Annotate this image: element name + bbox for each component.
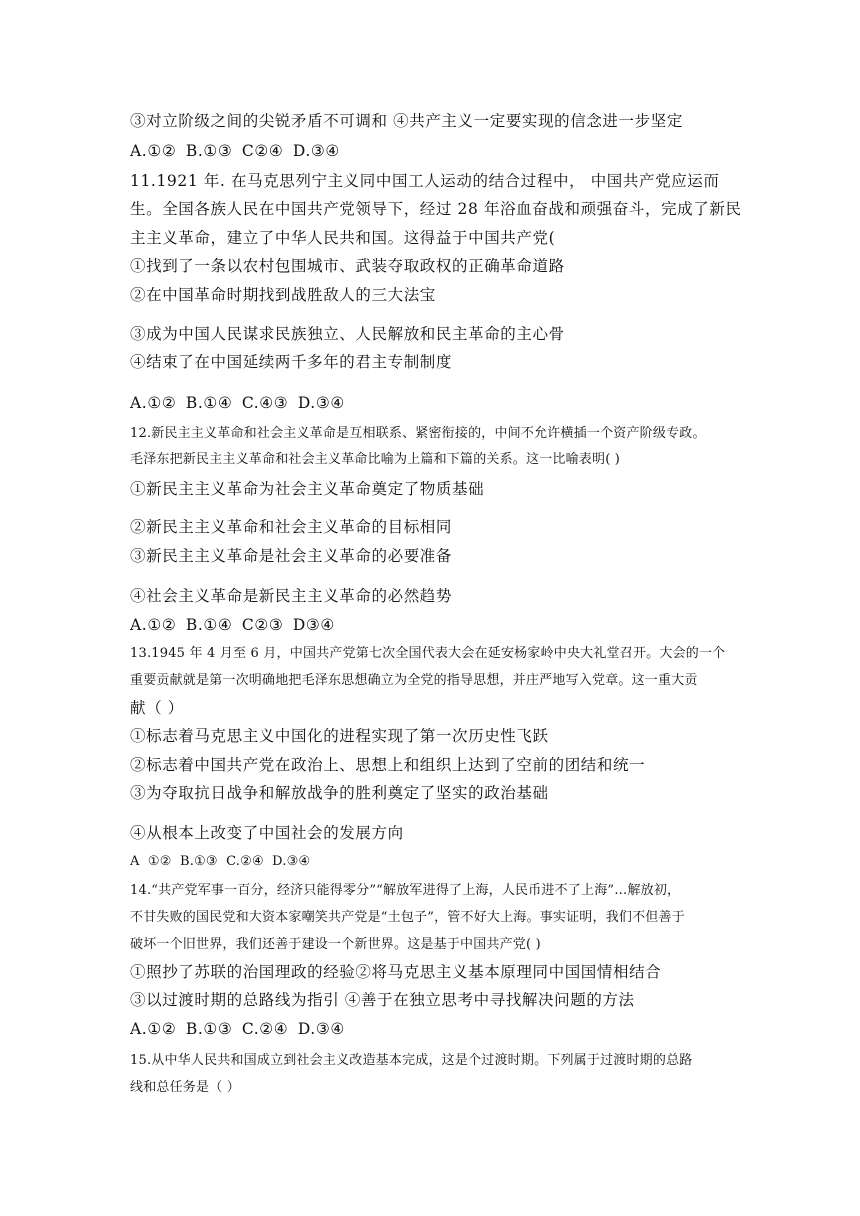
q14-stem-line-3: 破坏一个旧世界，我们还善于建设一个新世界。这是基于中国共产党( )	[130, 937, 541, 952]
q12-option-1: ①新民主主义革命为社会主义革命奠定了物质基础	[130, 480, 485, 498]
q11-option-3: ③成为中国人民谋求民族独立、人民解放和民主革命的主心骨	[130, 325, 565, 343]
q13-option-1: ①标志着马克思主义中国化的进程实现了第一次历史性飞跃	[130, 727, 549, 745]
q14-option-1-2: ①照抄了苏联的治国理政的经验②将马克思主义基本原理同中国国情相结合	[130, 963, 662, 981]
q10-option-3-4: ③对立阶级之间的尖锐矛盾不可调和 ④共产主义一定要实现的信念进一步坚定	[130, 112, 683, 130]
q15-stem-line-1: 15.从中华人民共和国成立到社会主义改造基本完成，这是个过渡时期。下列属于过渡时期的总路	[130, 1053, 693, 1068]
q12-answer-choices: A.①② B.①④ C②③ D③④	[130, 616, 335, 634]
q10-answer-choices: A.①② B.①③ C②④ D.③④	[130, 142, 340, 160]
q11-answer-choices: A.①② B.①④ C.④③ D.③④	[130, 394, 345, 412]
q11-option-4: ④结束了在中国延续两千多年的君主专制制度	[130, 353, 453, 371]
q13-stem-line-1: 13.1945 年 4 月至 6 月，中国共产党第七次全国代表大会在延安杨家岭中央大礼堂召开。大会的一个	[130, 646, 726, 661]
q11-stem-line-1: 11.1921 年. 在马克思列宁主义同中国工人运动的结合过程中， 中国共产党应运而	[130, 172, 720, 190]
q14-stem-line-2: 不甘失败的国民党和大资本家嘲笑共产党是“土包子”，管不好大上海。事实证明，我们不但善于	[130, 910, 685, 925]
q13-option-3: ③为夺取抗日战争和解放战争的胜利奠定了坚实的政治基础	[130, 784, 549, 802]
q13-stem-line-2: 重要贡献就是第一次明确地把毛泽东思想确立为全党的指导思想，并庄严地写入党章。这一重大贡	[130, 673, 698, 688]
q14-option-3-4: ③以过渡时期的总路线为指引 ④善于在独立思考中寻找解决问题的方法	[130, 991, 635, 1009]
q11-stem-line-3: 主主义革命，建立了中华人民共和国。这得益于中国共产党(	[130, 229, 556, 247]
q12-stem-line-1: 12.新民主主义革命和社会主义革命是互相联系、紧密衔接的，中间不允许横插一个资产阶级专政。	[130, 426, 706, 441]
q14-answer-choices: A.①② B.①③ C.②④ D.③④	[130, 1020, 345, 1038]
q13-stem-line-3: 献（ ）	[130, 699, 184, 717]
q12-option-2: ②新民主主义革命和社会主义革命的目标相同	[130, 518, 453, 536]
q11-option-1: ①找到了一条以农村包围城市、武装夺取政权的正确革命道路	[130, 257, 565, 275]
q12-option-3: ③新民主主义革命是社会主义革命的必要准备	[130, 547, 453, 565]
q12-stem-line-2: 毛泽东把新民主主义革命和社会主义革命比喻为上篇和下篇的关系。这一比喻表明( )	[130, 452, 621, 467]
q15-stem-line-2: 线和总任务是（ ）	[130, 1080, 240, 1095]
q14-stem-line-1: 14.“共产党军事一百分，经济只能得零分”“解放军进得了上海，人民币进不了上海”…解放初，	[130, 883, 681, 898]
q11-option-2: ②在中国革命时期找到战胜敌人的三大法宝	[130, 286, 436, 304]
q11-stem-line-2: 生。全国各族人民在中国共产党领导下，经过 28 年浴血奋战和顽强奋斗，完成了新民	[130, 200, 742, 218]
q13-option-2: ②标志着中国共产党在政治上、思想上和组织上达到了空前的团结和统一	[130, 756, 646, 774]
q13-option-4: ④从根本上改变了中国社会的发展方向	[130, 824, 404, 842]
q12-option-4: ④社会主义革命是新民主主义革命的必然趋势	[130, 587, 453, 605]
q13-answer-choices: A ①② B.①③ C.②④ D.③④	[130, 854, 311, 869]
